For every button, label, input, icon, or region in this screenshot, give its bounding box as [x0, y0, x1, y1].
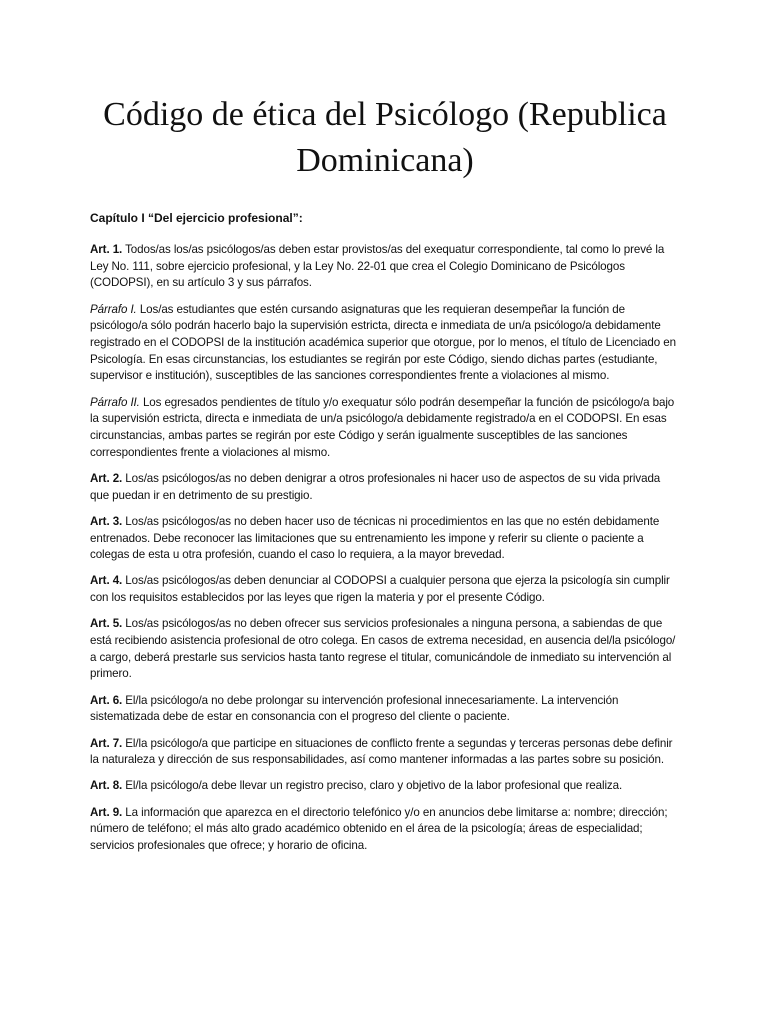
article-text: Los/as psicólogos/as deben denunciar al CODOPSI a cualquier persona que ejerza la psicología sin cumplir con los requisitos establecidos por las leyes que rigen la materia y por el presente Código.	[90, 574, 670, 605]
article-label: Párrafo II.	[90, 395, 140, 409]
article-paragraph	[90, 736, 680, 769]
article-text: El/la psicólogo/a debe llevar un registro preciso, claro y objetivo de la labor profesional que realiza.	[125, 779, 623, 793]
article-label: Art. 9.	[90, 805, 123, 819]
article-text: Los/as psicólogos/as no deben hacer uso de técnicas ni procedimientos en las que no estén debidamente entrenados. Debe reconocer las limitaciones que su entrenamiento les impone y referir su cliente o paciente a colegas de esta u otra profesión, cuando el caso lo requiera, a la mayor brevedad.	[90, 514, 660, 562]
article-paragraph	[90, 395, 680, 462]
article-paragraph	[90, 302, 680, 386]
article-label: Art. 1.	[90, 243, 123, 256]
article-paragraph	[90, 693, 680, 726]
article-text: Los/as psicólogos/as no deben denigrar a otros profesionales ni hacer uso de aspectos de su vida privada que puedan ir en detrimento de su prestigio.	[90, 471, 661, 502]
article-label: Párrafo I.	[90, 302, 137, 316]
article-text: La información que aparezca en el directorio telefónico y/o en anuncios debe limitarse a: nombre; dirección; número de teléfono; el más alto grado académico obtenido en el área de la psicología; áreas de especialidad; servicios profesionales que ofrece; y horario de oficina.	[90, 805, 668, 853]
article-paragraph	[90, 805, 680, 855]
article-label: Art. 2.	[90, 471, 123, 485]
article-label: Art. 7.	[90, 736, 123, 750]
article-text: Todos/as los/as psicólogos/as deben estar provistos/as del exequatur correspondiente, tal como lo prevé la Ley No. 111, sobre ejercicio profesional, y la Ley No. 22-01 que crea el Colegio Dominicano de Psicólogos (CODOPSI), en su artículo 3 y sus párrafos.	[90, 243, 665, 290]
article-text: Los egresados pendientes de título y/o exequatur sólo podrán desempeñar la función de psicólogo/a bajo la supervisión estricta, directa e inmediata de un/a psicólogo/a debidamente registrado/a en el CODOPSI. En esas circunstancias, ambas partes se regirán por este Código y serán igualmente susceptibles de las sanciones correspondientes frente a violaciones al mismo.	[90, 395, 675, 459]
article-text: Los/as psicólogos/as no deben ofrecer sus servicios profesionales a ninguna persona, a sabiendas de que está recibiendo asistencia profesional de otro colega. En casos de extrema necesidad, en ausencia del/la psicólogo/ a cargo, deberá prestarle sus servicios hasta tanto regrese el titular, comunicándole de inmediato su intervención al primero.	[90, 617, 676, 681]
paragraph-list	[90, 242, 680, 855]
chapter-heading: Capítulo I “Del ejercicio profesional”:	[90, 211, 303, 225]
document-page	[90, 92, 680, 864]
article-paragraph	[90, 514, 680, 564]
article-label: Art. 8.	[90, 779, 123, 793]
article-text: El/la psicólogo/a no debe prolongar su intervención profesional innecesariamente. La intervención sistematizada debe de estar en consonancia con el progreso del cliente o paciente.	[90, 693, 619, 724]
article-paragraph	[90, 242, 680, 292]
article-text: El/la psicólogo/a que participe en situaciones de conflicto frente a segundas y terceras personas debe definir la naturaleza y dirección de sus responsabilidades, así como mantener informadas a las partes sobre su posición.	[90, 736, 673, 767]
document-title: Código de ética del Psicólogo (Republica Dominicana)	[103, 96, 667, 179]
article-paragraph	[90, 778, 680, 795]
article-label: Art. 4.	[90, 574, 123, 588]
article-label: Art. 3.	[90, 514, 123, 528]
article-label: Art. 5.	[90, 617, 123, 631]
article-paragraph	[90, 471, 680, 504]
article-label: Art. 6.	[90, 693, 123, 707]
article-paragraph	[90, 616, 680, 683]
article-text: Los/as estudiantes que estén cursando asignaturas que les requieran desempeñar la función de psicólogo/a sólo podrán hacerlo bajo la supervisión estricta, directa e inmediata de un/a psicólogo/a debidamente registrado en el CODOPSI de la institución académica superior que otorgue, por lo menos, el título de Licenciado en Psicología. En esas circunstancias, los estudiantes se regirán por este Código, siendo dichas partes (estudiante, supervisor e institución), susceptibles de las sanciones correspondientes frente a violaciones al mismo.	[90, 302, 676, 383]
article-paragraph	[90, 573, 680, 606]
